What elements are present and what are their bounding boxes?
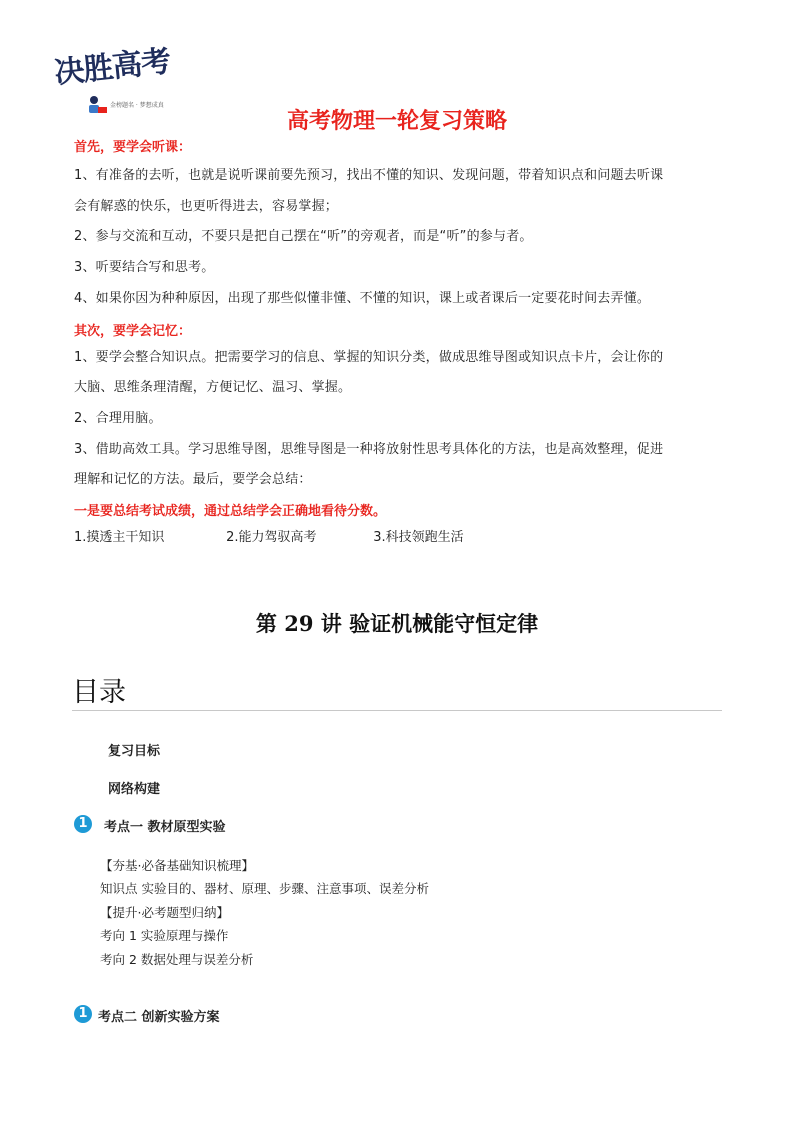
paragraph-line: 2、参与交流和互动，不要只是把自己摆在“听”的旁观者，而是“听”的参与者。 bbox=[74, 229, 533, 244]
toc-item-network[interactable]: 网络构建 bbox=[108, 782, 161, 797]
toc-subitem[interactable]: 【夯基·必备基础知识梳理】 bbox=[100, 858, 254, 873]
toc-subitem[interactable]: 知识点 实验目的、器材、原理、步骤、注意事项、误差分析 bbox=[100, 881, 429, 896]
paragraph-line: 1、要学会整合知识点。把需要学习的信息、掌握的知识分类，做成思维导图或知识点卡片，会让你的 bbox=[74, 350, 664, 365]
paragraph-line: 3、借助高效工具。学习思维导图，思维导图是一种将放射性思考具体化的方法，也是高效整理，促进 bbox=[74, 442, 664, 457]
slogan-items bbox=[74, 526, 464, 545]
paragraph-line: 1、有准备的去听，也就是说听课前要先预习，找出不懂的知识、发现问题，带着知识点和问题去听课 bbox=[74, 168, 664, 183]
toc-divider bbox=[72, 710, 722, 711]
toc-item-point-2[interactable]: 考点二 创新实验方案 bbox=[98, 1010, 220, 1025]
lecture-title: 第 29 讲 验证机械能守恒定律 bbox=[255, 611, 539, 636]
toc-item-point-1[interactable]: 考点一 教材原型实验 bbox=[104, 820, 226, 835]
number-badge-icon: 1 bbox=[74, 1005, 92, 1023]
paragraph-line: 2、合理用脑。 bbox=[74, 411, 162, 426]
toc-subitem[interactable]: 考向 2 数据处理与误差分析 bbox=[100, 952, 254, 967]
toc-subitem[interactable]: 【提升·必考题型归纳】 bbox=[100, 905, 229, 920]
toc-subitem[interactable]: 考向 1 实验原理与操作 bbox=[100, 928, 229, 943]
paragraph-line: 大脑、思维条理清醒，方便记忆、温习、掌握。 bbox=[74, 380, 352, 395]
logo-text: 决胜高考 bbox=[52, 44, 172, 91]
paragraph-line: 理解和记忆的方法。最后，要学会总结： bbox=[74, 472, 312, 487]
page-title: 高考物理一轮复习策略 bbox=[286, 109, 507, 134]
section-heading-listening: 首先，要学会听课： bbox=[74, 140, 192, 155]
slogan-item: 1.摸透主干知识 bbox=[74, 530, 165, 545]
summary-red-line: 一是要总结考试成绩，通过总结学会正确地看待分数。 bbox=[74, 504, 387, 519]
logo-subtitle: 金榜题名 · 梦想成真 bbox=[110, 102, 164, 109]
paragraph-line: 3、听要结合写和思考。 bbox=[74, 260, 215, 275]
toc-title: 目录 bbox=[72, 677, 126, 708]
section-heading-memory: 其次，要学会记忆： bbox=[74, 324, 192, 339]
number-badge-icon: 1 bbox=[74, 815, 92, 833]
paragraph-line: 会有解惑的快乐，也更听得进去，容易掌握； bbox=[74, 199, 339, 214]
slogan-item: 3.科技领跑生活 bbox=[373, 530, 464, 545]
slogan-item: 2.能力驾驭高考 bbox=[226, 530, 317, 545]
toc-item-review-goals[interactable]: 复习目标 bbox=[108, 744, 161, 759]
paragraph-line: 4、如果你因为种种原因，出现了那些似懂非懂、不懂的知识，课上或者课后一定要花时间去弄懂。 bbox=[74, 291, 651, 306]
